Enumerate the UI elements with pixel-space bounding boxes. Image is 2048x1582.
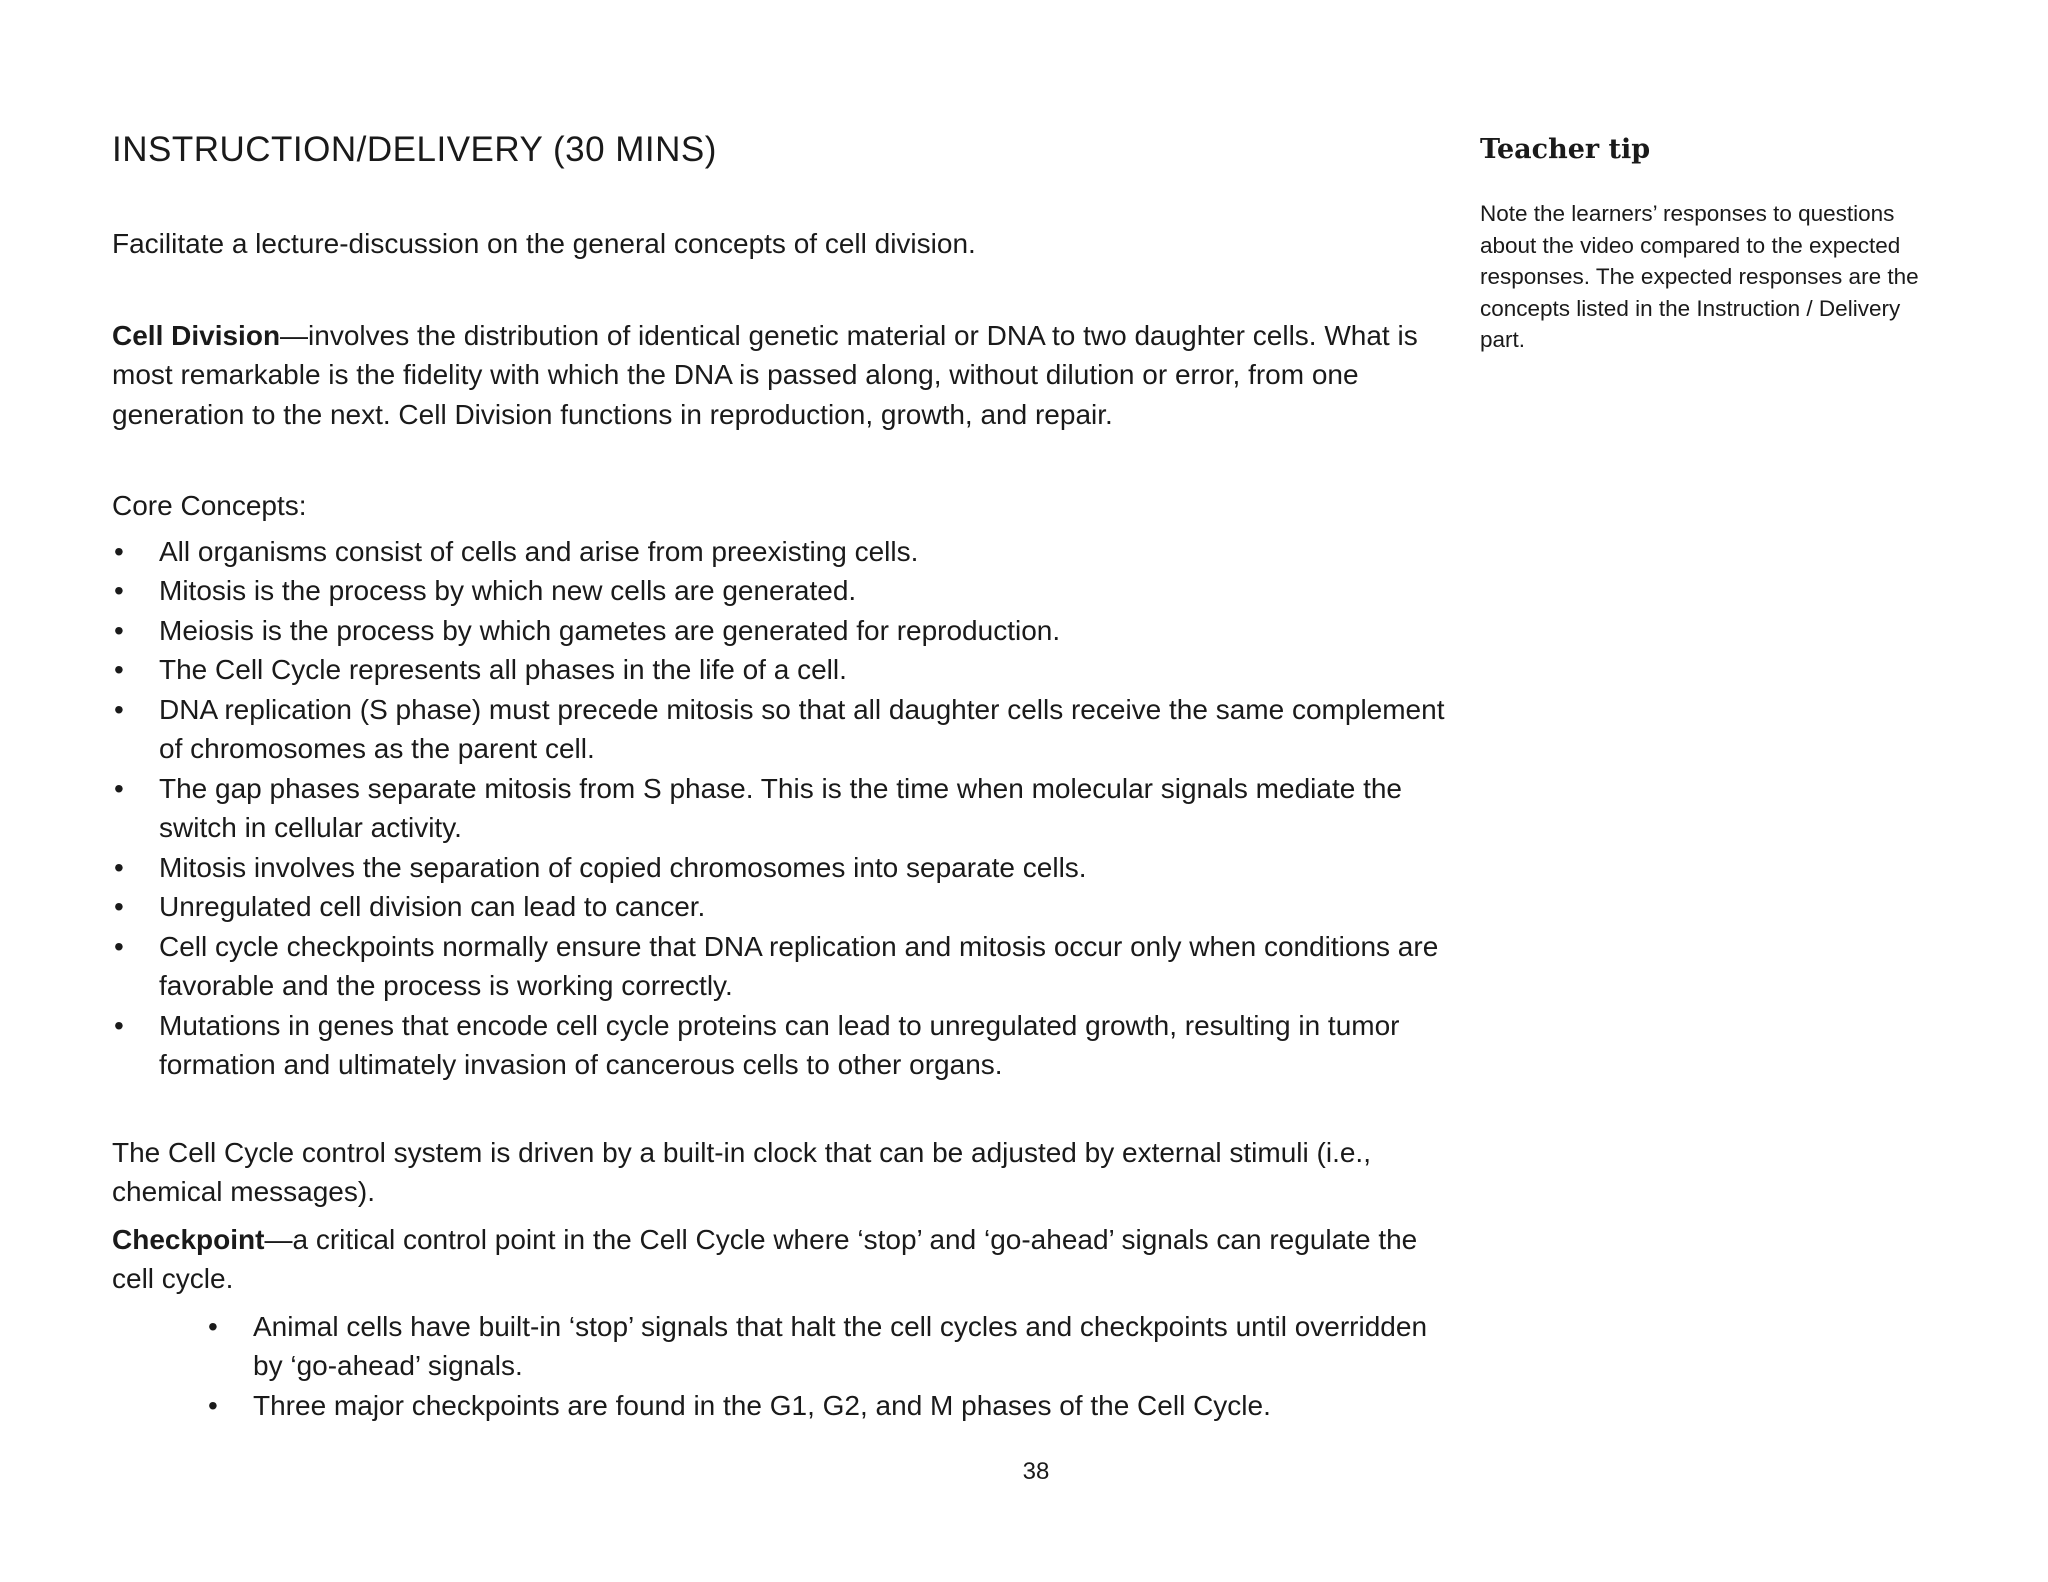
section-title: INSTRUCTION/DELIVERY (30 MINS) bbox=[112, 130, 717, 169]
bullet-icon: • bbox=[114, 575, 124, 606]
main-content bbox=[112, 124, 1448, 1425]
list-item bbox=[112, 848, 1448, 888]
teacher-tip-title: Teacher tip bbox=[1480, 134, 1651, 165]
list-item bbox=[206, 1307, 1448, 1386]
cell-division-term: Cell Division bbox=[112, 319, 281, 351]
list-item bbox=[112, 887, 1448, 927]
bullet-icon: • bbox=[114, 930, 124, 962]
list-item-text: Three major checkpoints are found in the G1, G2, and M phases of the Cell Cycle. bbox=[253, 1389, 1271, 1421]
bullet-icon: • bbox=[114, 891, 124, 922]
list-item bbox=[206, 1386, 1448, 1426]
list-item-text: Meiosis is the process by which gametes are generated for reproduction. bbox=[159, 614, 1061, 646]
list-item-text: Mitosis is the process by which new cells are generated. bbox=[159, 575, 857, 606]
list-item bbox=[112, 1006, 1448, 1085]
list-item-text: The gap phases separate mitosis from S phase. This is the time when molecular signals mediate the switch in cellular activity. bbox=[159, 772, 1402, 843]
core-concepts-list bbox=[112, 532, 1448, 1085]
bullet-icon: • bbox=[114, 772, 124, 804]
bullet-icon: • bbox=[114, 614, 124, 646]
list-item-text: Unregulated cell division can lead to cancer. bbox=[159, 891, 706, 922]
bullet-icon: • bbox=[208, 1389, 218, 1421]
bullet-icon: • bbox=[114, 851, 124, 883]
list-item bbox=[112, 769, 1448, 848]
control-system-paragraph: The Cell Cycle control system is driven by a built-in clock that can be adjusted by external stimuli (i.e., chemical messages). bbox=[112, 1136, 1371, 1207]
list-item-text: Cell cycle checkpoints normally ensure that DNA replication and mitosis occur only when conditions are favorable and the process is working correctly. bbox=[159, 930, 1439, 1001]
list-item-text: All organisms consist of cells and arise from preexisting cells. bbox=[159, 535, 919, 567]
list-item-text: Animal cells have built-in ‘stop’ signals that halt the cell cycles and checkpoints until overridden by ‘go-ahead’ signals. bbox=[253, 1310, 1428, 1381]
cell-division-text: —involves the distribution of identical genetic material or DNA to two daughter cells. What is most remarkable is the fidelity with which the DNA is passed along, without dilution or error, from one generation to the next. Cell Division functions in reproduction, growth, and repair. bbox=[112, 319, 1418, 430]
core-concepts-heading: Core Concepts: bbox=[112, 490, 307, 521]
bullet-icon: • bbox=[114, 1009, 124, 1041]
list-item-text: The Cell Cycle represents all phases in the life of a cell. bbox=[159, 654, 847, 685]
bullet-icon: • bbox=[114, 693, 124, 725]
list-item-text: Mitosis involves the separation of copied chromosomes into separate cells. bbox=[159, 851, 1087, 883]
page-number: 38 bbox=[1022, 1458, 1050, 1485]
bullet-icon: • bbox=[208, 1310, 218, 1342]
list-item bbox=[112, 927, 1448, 1006]
bullet-icon: • bbox=[114, 535, 124, 567]
list-item bbox=[112, 650, 1448, 690]
teacher-tip-body: Note the learners’ responses to questions about the video compared to the expected responses. The expected responses are the concepts listed in the Instruction / Delivery part. bbox=[1480, 201, 1919, 352]
list-item bbox=[112, 571, 1448, 611]
list-item-text: DNA replication (S phase) must precede mitosis so that all daughter cells receive the same complement of chromosomes as the parent cell. bbox=[159, 693, 1445, 764]
checkpoint-term: Checkpoint bbox=[112, 1223, 265, 1255]
list-item bbox=[112, 532, 1448, 572]
list-item bbox=[112, 611, 1448, 651]
teacher-tip-sidebar bbox=[1480, 130, 1950, 378]
cell-division-definition bbox=[112, 316, 1448, 435]
checkpoint-list bbox=[112, 1307, 1448, 1426]
bullet-icon: • bbox=[114, 654, 124, 685]
intro-paragraph: Facilitate a lecture-discussion on the general concepts of cell division. bbox=[112, 228, 976, 259]
list-item bbox=[112, 690, 1448, 769]
list-item-text: Mutations in genes that encode cell cycle proteins can lead to unregulated growth, resulting in tumor formation and ultimately invasion of cancerous cells to other organs. bbox=[159, 1009, 1400, 1080]
checkpoint-text: —a critical control point in the Cell Cycle where ‘stop’ and ‘go-ahead’ signals can regulate the cell cycle. bbox=[112, 1223, 1418, 1294]
checkpoint-definition bbox=[112, 1220, 1448, 1299]
